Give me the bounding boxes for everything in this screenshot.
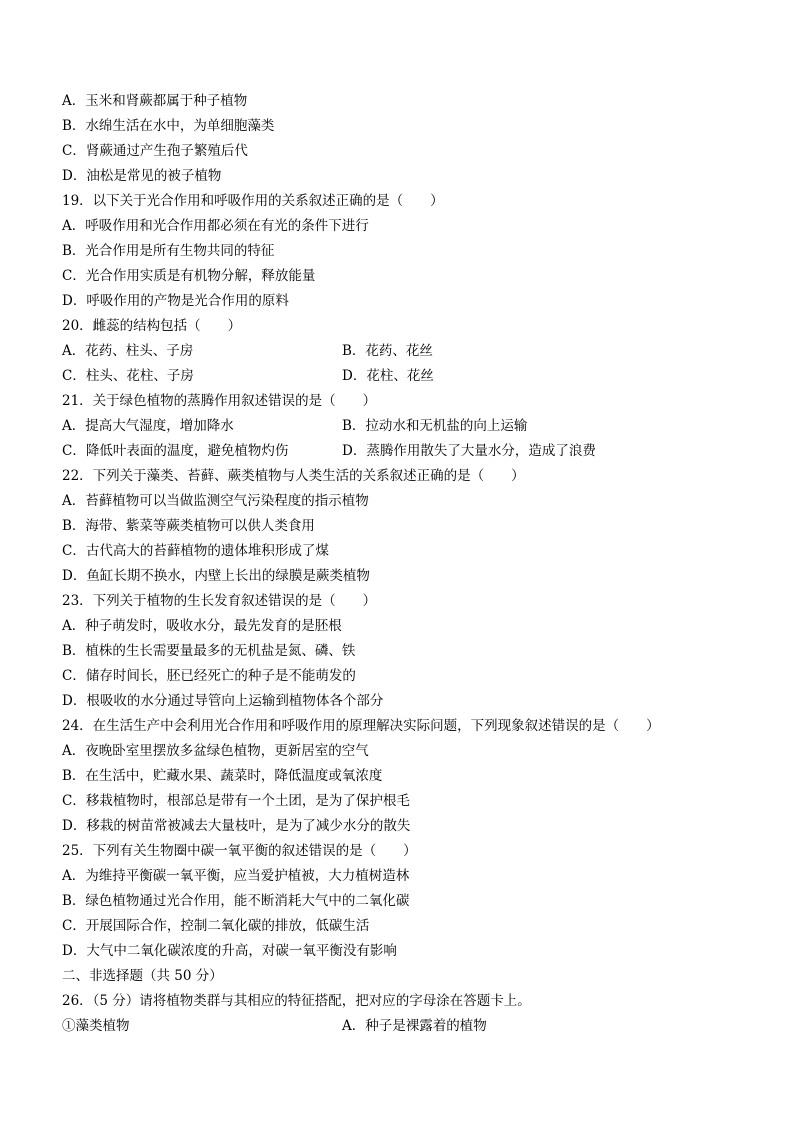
q20-option-c: C．柱头、花柱、子房 [62, 368, 194, 384]
q24-option-c: C．移栽植物时，根部总是带有一个土团，是为了保护根毛 [62, 793, 410, 809]
q18-option-c: C．肾蕨通过产生孢子繁殖后代 [62, 143, 248, 159]
q21-options-row-1 [62, 414, 752, 439]
q25-option-a: A．为维持平衡碳一氧平衡，应当爱护植被，大力植树造林 [62, 868, 410, 884]
q24-stem: 24．在生活生产中会利用光合作用和呼吸作用的原理解决实际问题，下列现象叙述错误的是（ ） [62, 718, 660, 734]
q24-option-d: D．移栽的树苗常被减去大量枝叶，是为了减少水分的散失 [62, 818, 411, 834]
q23-option-b: B．植株的生长需要量最多的无机盐是氮、磷、铁 [62, 643, 356, 659]
q24-option-a: A．夜晚卧室里摆放多盆绿色植物，更新居室的空气 [62, 743, 369, 759]
q25-option-d: D．大气中二氧化碳浓度的升高，对碳一氧平衡没有影响 [62, 943, 397, 959]
q19-stem: 19．以下关于光合作用和呼吸作用的关系叙述正确的是（ ） [62, 193, 444, 209]
exam-page [62, 89, 752, 1039]
q19-option-a: A．呼吸作用和光合作用都必须在有光的条件下进行 [62, 218, 369, 234]
section-title-non-choice: 二、非选择题（共 50 分） [62, 968, 223, 984]
q18-option-a: A．玉米和肾蕨都属于种子植物 [62, 93, 248, 109]
q26-right-item-a: A．种子是裸露着的植物 [342, 1018, 487, 1034]
q20-option-a: A．花药、柱头、子房 [62, 343, 194, 359]
q22-stem: 22．下列关于藻类、苔藓、蕨类植物与人类生活的关系叙述正确的是（ ） [62, 468, 525, 484]
q22-option-d: D．鱼缸长期不换水，内壁上长出的绿膜是蕨类植物 [62, 568, 370, 584]
q23-option-c: C．储存时间长，胚已经死亡的种子是不能萌发的 [62, 668, 356, 684]
q19-option-c: C．光合作用实质是有机物分解，释放能量 [62, 268, 316, 284]
q26-match-row-1 [62, 1014, 752, 1039]
q21-option-b: B．拉动水和无机盐的向上运输 [342, 418, 528, 434]
q23-option-a: A．种子萌发时，吸收水分，最先发育的是胚根 [62, 618, 342, 634]
q26-stem: 26．（5 分）请将植物类群与其相应的特征搭配，把对应的字母涂在答题卡上。 [62, 993, 531, 1009]
q20-options-row-2 [62, 364, 752, 389]
q18-option-d: D．油松是常见的被子植物 [62, 168, 222, 184]
q21-options-row-2 [62, 439, 752, 464]
q21-option-c: C．降低叶表面的温度，避免植物灼伤 [62, 443, 289, 459]
q20-option-b: B．花药、花丝 [342, 343, 433, 359]
q21-stem: 21．关于绿色植物的蒸腾作用叙述错误的是（ ） [62, 393, 377, 409]
q25-option-b: B．绿色植物通过光合作用，能不断消耗大气中的二氧化碳 [62, 893, 410, 909]
q22-option-c: C．古代高大的苔藓植物的遗体堆积形成了煤 [62, 543, 329, 559]
q18-option-b: B．水绵生活在水中，为单细胞藻类 [62, 118, 275, 134]
q24-option-b: B．在生活中，贮藏水果、蔬菜时，降低温度或氧浓度 [62, 768, 383, 784]
q25-option-c: C．开展国际合作，控制二氧化碳的排放，低碳生活 [62, 918, 370, 934]
q25-stem: 25．下列有关生物圈中碳一氧平衡的叙述错误的是（ ） [62, 843, 417, 859]
q20-options-row-1 [62, 339, 752, 364]
q23-stem: 23．下列关于植物的生长发育叙述错误的是（ ） [62, 593, 377, 609]
q20-stem: 20．雌蕊的结构包括（ ） [62, 318, 242, 334]
q22-option-b: B．海带、紫菜等蕨类植物可以供人类食用 [62, 518, 315, 534]
q21-option-a: A．提高大气湿度，增加降水 [62, 418, 234, 434]
q19-option-d: D．呼吸作用的产物是光合作用的原料 [62, 293, 289, 309]
q21-option-d: D．蒸腾作用散失了大量水分，造成了浪费 [342, 443, 596, 459]
q20-option-d: D．花柱、花丝 [342, 368, 434, 384]
q22-option-a: A．苔藓植物可以当做监测空气污染程度的指示植物 [62, 493, 369, 509]
q19-option-b: B．光合作用是所有生物共同的特征 [62, 243, 275, 259]
q23-option-d: D．根吸收的水分通过导管向上运输到植物体各个部分 [62, 693, 384, 709]
q26-left-item-1: ①藻类植物 [62, 1018, 130, 1034]
